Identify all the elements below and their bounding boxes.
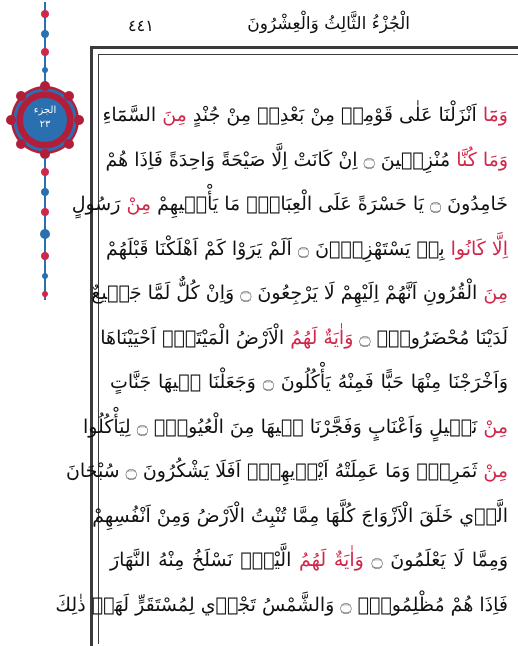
text-line xyxy=(71,184,508,229)
juz-badge xyxy=(27,104,63,132)
text-line xyxy=(65,451,508,496)
text-segment: الْاَرْضُ الْمَيْتَةُۚ اَحْيَيْنَاهَا xyxy=(100,326,291,349)
highlighted-word: وَاٰيَةٌ لَهُمُ xyxy=(290,326,354,349)
text-segment: خَامِدُونَ ۝ يَا حَسْرَةً عَلَى الْعِبَادِۚ مَا يَأْت۪يهِمْ xyxy=(151,193,508,215)
text-segment: الَّيْلُۚ نَسْلَخُ مِنْهُ النَّهَارَ xyxy=(110,549,300,571)
page-number: ٤٤١ xyxy=(128,16,154,35)
text-segment: وَمِمَّا لَا يَعْلَمُونَ ۝ xyxy=(363,549,508,571)
text-segment: الْقُرُونِ اَنَّهُمْ اِلَيْهِمْ لَا يَرْجِعُونَ ۝ وَاِنْ كُلٌّ لَمَّا جَم۪يعٌ xyxy=(91,282,484,304)
juz-title: الْجُزْءُ الثَّالِثُ وَالْعِشْرُونَ xyxy=(247,14,410,34)
highlighted-word: مِنَ xyxy=(162,104,187,126)
text-segment: فَاِذَا هُمْ مُظْلِمُونَۙ ۝ وَالشَّمْسُ تَجْر۪ي لِمُسْتَقَرٍّ لَهَاۜ ذٰلِكَ xyxy=(55,593,508,616)
text-segment: وَاَخْرَجْنَا مِنْهَا حَبًّا فَمِنْهُ يَأْكُلُونَ ۝ وَجَعَلْنَا ف۪يهَا جَنَّاتٍ xyxy=(110,371,508,393)
page-header xyxy=(100,12,500,42)
text-line xyxy=(100,318,508,363)
juz-badge-number: ٢٣ xyxy=(39,119,51,130)
text-line xyxy=(102,95,508,140)
text-segment: مُنْزِل۪ينَ ۝ اِنْ كَانَتْ اِلَّا صَيْحَةً وَاحِدَةً فَاِذَا هُمْ xyxy=(105,148,457,171)
text-segment: ثَمَرِه۪ۙ وَمَا عَمِلَتْهُ اَيْد۪يهِمْۜ اَفَلَا يَشْكُرُونَ ۝ سُبْحَانَ xyxy=(65,460,484,482)
text-segment: نَخ۪يلٍ وَاَعْنَابٍ وَفَجَّرْنَا ف۪يهَا مِنَ الْعُيُونِۙ ۝ لِيَأْكُلُوا xyxy=(82,415,484,438)
highlighted-word: وَمَٓا xyxy=(482,104,508,126)
chain-top xyxy=(41,2,49,82)
highlighted-word: مِنَ xyxy=(483,282,508,304)
juz-badge-label: الجزء xyxy=(33,105,57,116)
text-segment: اَنْزَلْنَا عَلٰى قَوْمِه۪ مِنْ بَعْدِه۪ مِنْ جُنْدٍ xyxy=(186,104,483,126)
text-segment: رَسُولٍ xyxy=(71,193,127,215)
highlighted-word: اِلَّا كَانُوا xyxy=(450,237,508,260)
juz-margin-ornament xyxy=(0,0,90,630)
text-segment: بِه۪ يَسْتَهْزِؤُ۫نَ ۝ اَلَمْ يَرَوْا كَمْ اَهْلَكْنَا قَبْلَهُمْ xyxy=(105,237,451,260)
text-line xyxy=(110,540,508,585)
text-line xyxy=(105,140,508,185)
text-line xyxy=(110,362,508,407)
highlighted-word: وَاٰيَةٌ لَهُمُ xyxy=(299,549,364,571)
text-line xyxy=(91,273,508,318)
text-line xyxy=(55,585,508,630)
text-segment: الَّذ۪ي خَلَقَ الْاَزْوَاجَ كُلَّهَا مِمَّا تُنْبِتُ الْاَرْضُ وَمِنْ اَنْفُسِهِمْ xyxy=(92,504,508,527)
text-line xyxy=(105,229,508,274)
highlighted-word: مِنْ xyxy=(483,460,508,482)
text-line xyxy=(82,407,508,452)
text-line xyxy=(92,496,508,541)
text-segment: لَدَيْنَا مُحْضَرُونَ۟ ۝ xyxy=(353,326,508,349)
text-segment: السَّمَٓاءِ xyxy=(102,104,163,126)
highlighted-word: مِنْ xyxy=(126,193,152,215)
highlighted-word: وَمَا كُنَّا xyxy=(456,148,508,171)
quran-text xyxy=(55,95,508,629)
chain-bottom xyxy=(40,158,50,300)
highlighted-word: مِنْ xyxy=(483,415,508,438)
